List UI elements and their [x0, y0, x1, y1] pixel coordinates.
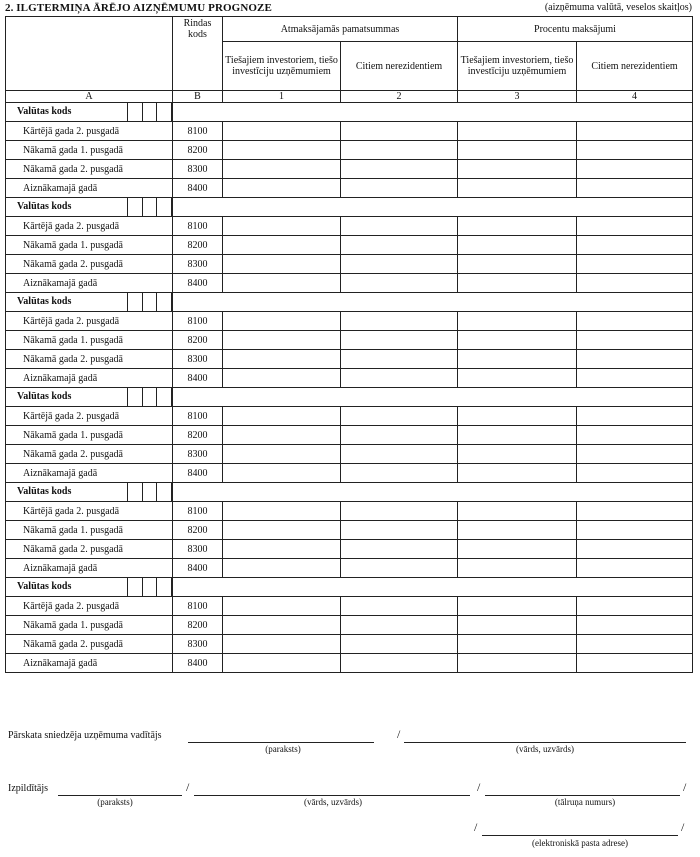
currency-code-box[interactable] [127, 198, 142, 216]
currency-code-box[interactable] [156, 483, 172, 501]
value-cell[interactable] [223, 597, 341, 616]
value-cell[interactable] [223, 331, 341, 350]
row-code: 8400 [173, 179, 223, 198]
currency-code-box[interactable] [156, 103, 172, 121]
value-cell[interactable] [577, 464, 693, 483]
data-row [6, 236, 693, 255]
value-cell[interactable] [341, 331, 458, 350]
value-cell[interactable] [577, 369, 693, 388]
value-cell[interactable] [458, 217, 577, 236]
currency-row-blank [173, 483, 693, 502]
principal-group-header: Atmaksājamās pamatsummas [223, 17, 458, 42]
currency-row-blank [173, 198, 693, 217]
row-code: 8400 [173, 369, 223, 388]
executor-name-caption: (vārds, uzvārds) [304, 797, 362, 807]
row-label: Kārtējā gada 2. pusgadā [6, 502, 173, 521]
interest-group-header: Procentu maksājumi [458, 17, 693, 42]
value-cell[interactable] [458, 160, 577, 179]
data-row [6, 407, 693, 426]
value-cell[interactable] [341, 255, 458, 274]
value-cell[interactable] [458, 274, 577, 293]
row-label: Aiznākamajā gadā [6, 179, 173, 198]
row-label: Nākamā gada 1. pusgadā [6, 236, 173, 255]
row-code: 8300 [173, 255, 223, 274]
value-cell[interactable] [341, 274, 458, 293]
value-cell[interactable] [223, 369, 341, 388]
value-cell[interactable] [577, 122, 693, 141]
head-name-caption: (vārds, uzvārds) [516, 744, 574, 754]
value-cell[interactable] [223, 312, 341, 331]
row-label: Nākamā gada 2. pusgadā [6, 540, 173, 559]
currency-row-blank [173, 293, 693, 312]
value-cell[interactable] [341, 635, 458, 654]
value-cell[interactable] [223, 635, 341, 654]
email-caption: (elektroniskā pasta adrese) [532, 838, 628, 848]
data-row [6, 540, 693, 559]
row-label: Nākamā gada 2. pusgadā [6, 350, 173, 369]
currency-label: Valūtas kods [17, 486, 72, 497]
value-cell[interactable] [577, 274, 693, 293]
currency-code-box[interactable] [142, 388, 157, 406]
value-cell[interactable] [341, 616, 458, 635]
value-cell[interactable] [223, 407, 341, 426]
value-cell[interactable] [341, 521, 458, 540]
row-label: Nākamā gada 2. pusgadā [6, 445, 173, 464]
value-cell[interactable] [341, 597, 458, 616]
data-row [6, 179, 693, 198]
value-cell[interactable] [458, 407, 577, 426]
value-cell[interactable] [577, 597, 693, 616]
row-code: 8300 [173, 540, 223, 559]
currency-row-blank [173, 103, 693, 122]
slash: / [681, 820, 685, 834]
head-name-line[interactable] [404, 742, 686, 743]
value-cell[interactable] [223, 350, 341, 369]
executor-signature-caption: (paraksts) [97, 797, 133, 807]
value-cell[interactable] [577, 331, 693, 350]
principal-direct-header: Tiešajiem investoriem, tiešo investīciju uzņēmumiem [223, 42, 341, 91]
value-cell[interactable] [341, 236, 458, 255]
data-row [6, 464, 693, 483]
value-cell[interactable] [577, 635, 693, 654]
currency-code-box[interactable] [142, 578, 157, 596]
row-code: 8400 [173, 559, 223, 578]
col-letter: 1 [223, 91, 341, 103]
value-cell[interactable] [577, 426, 693, 445]
value-cell[interactable] [341, 426, 458, 445]
value-cell[interactable] [341, 179, 458, 198]
row-label: Kārtējā gada 2. pusgadā [6, 597, 173, 616]
value-cell[interactable] [223, 616, 341, 635]
currency-label: Valūtas kods [17, 106, 72, 117]
data-row [6, 426, 693, 445]
row-code: 8100 [173, 597, 223, 616]
row-label: Aiznākamajā gadā [6, 559, 173, 578]
executor-name-line[interactable] [194, 795, 470, 796]
data-row [6, 502, 693, 521]
currency-row-blank [173, 388, 693, 407]
value-cell[interactable] [341, 540, 458, 559]
value-cell[interactable] [458, 559, 577, 578]
phone-caption: (tālruņa numurs) [554, 797, 616, 807]
value-cell[interactable] [577, 559, 693, 578]
currency-code-box[interactable] [142, 198, 157, 216]
value-cell[interactable] [223, 217, 341, 236]
value-cell[interactable] [577, 521, 693, 540]
value-cell[interactable] [577, 654, 693, 673]
row-code: 8400 [173, 274, 223, 293]
head-signature-line[interactable] [188, 742, 374, 743]
value-cell[interactable] [577, 350, 693, 369]
value-cell[interactable] [341, 122, 458, 141]
value-cell[interactable] [458, 236, 577, 255]
currency-row [6, 388, 693, 407]
currency-code-box[interactable] [156, 293, 172, 311]
currency-label: Valūtas kods [17, 296, 72, 307]
row-label: Kārtējā gada 2. pusgadā [6, 122, 173, 141]
currency-row [6, 103, 693, 122]
value-cell[interactable] [223, 160, 341, 179]
currency-code-box[interactable] [127, 103, 142, 121]
value-cell[interactable] [458, 141, 577, 160]
currency-label: Valūtas kods [17, 581, 72, 592]
form-title: 2. ILGTERMIŅA ĀRĒJO AIZŅĒMUMU PROGNOZE [5, 2, 272, 14]
value-cell[interactable] [458, 350, 577, 369]
currency-row [6, 578, 693, 597]
currency-code-box[interactable] [142, 103, 157, 121]
data-row [6, 331, 693, 350]
value-cell[interactable] [341, 369, 458, 388]
value-cell[interactable] [577, 616, 693, 635]
currency-code-box[interactable] [127, 388, 142, 406]
slash: / [186, 780, 190, 794]
slash: / [474, 820, 478, 834]
value-cell[interactable] [458, 312, 577, 331]
data-row [6, 521, 693, 540]
data-row [6, 312, 693, 331]
value-cell[interactable] [341, 141, 458, 160]
principal-other-header: Citiem nerezidentiem [341, 42, 458, 91]
row-label: Nākamā gada 1. pusgadā [6, 426, 173, 445]
data-row [6, 597, 693, 616]
value-cell[interactable] [341, 217, 458, 236]
currency-label: Valūtas kods [17, 391, 72, 402]
value-cell[interactable] [341, 407, 458, 426]
row-label: Aiznākamajā gadā [6, 274, 173, 293]
data-row [6, 141, 693, 160]
email-line[interactable] [482, 835, 678, 836]
data-row [6, 635, 693, 654]
row-code: 8300 [173, 635, 223, 654]
currency-row-blank [173, 578, 693, 597]
slash: / [683, 780, 687, 794]
value-cell[interactable] [223, 426, 341, 445]
value-cell[interactable] [341, 160, 458, 179]
row-code: 8200 [173, 426, 223, 445]
row-code: 8200 [173, 331, 223, 350]
data-row [6, 654, 693, 673]
forecast-table [5, 16, 693, 673]
executor-label: Izpildītājs [8, 783, 48, 794]
currency-label: Valūtas kods [17, 201, 72, 212]
row-code: 8300 [173, 350, 223, 369]
value-cell[interactable] [458, 616, 577, 635]
value-cell[interactable] [341, 350, 458, 369]
currency-code-box[interactable] [127, 293, 142, 311]
row-label: Nākamā gada 2. pusgadā [6, 635, 173, 654]
currency-code-box[interactable] [142, 293, 157, 311]
col-letter: B [173, 91, 223, 103]
value-cell[interactable] [458, 369, 577, 388]
row-code: 8200 [173, 141, 223, 160]
row-label: Nākamā gada 2. pusgadā [6, 160, 173, 179]
value-cell[interactable] [577, 407, 693, 426]
data-row [6, 274, 693, 293]
data-row [6, 122, 693, 141]
interest-other-header: Citiem nerezidentiem [577, 42, 693, 91]
col-letter: 3 [458, 91, 577, 103]
value-cell[interactable] [223, 236, 341, 255]
currency-row [6, 293, 693, 312]
value-cell[interactable] [458, 426, 577, 445]
col-letter: 4 [577, 91, 693, 103]
value-cell[interactable] [223, 464, 341, 483]
value-cell[interactable] [458, 179, 577, 198]
row-code: 8100 [173, 502, 223, 521]
value-cell[interactable] [223, 274, 341, 293]
value-cell[interactable] [577, 141, 693, 160]
currency-code-box[interactable] [127, 578, 142, 596]
value-cell[interactable] [223, 540, 341, 559]
row-code: 8300 [173, 445, 223, 464]
row-code: 8200 [173, 236, 223, 255]
value-cell[interactable] [577, 179, 693, 198]
data-row [6, 217, 693, 236]
row-code: 8100 [173, 407, 223, 426]
row-code: 8400 [173, 654, 223, 673]
value-cell[interactable] [341, 312, 458, 331]
value-cell[interactable] [577, 502, 693, 521]
slash: / [397, 727, 401, 741]
rindas-kods-header: Rindas kods [173, 17, 223, 91]
units-note: (aizņēmuma valūtā, veselos skaitļos) [544, 2, 692, 13]
phone-line[interactable] [485, 795, 680, 796]
row-label: Nākamā gada 1. pusgadā [6, 331, 173, 350]
value-cell[interactable] [577, 255, 693, 274]
row-label: Nākamā gada 1. pusgadā [6, 141, 173, 160]
value-cell[interactable] [223, 559, 341, 578]
value-cell[interactable] [223, 255, 341, 274]
value-cell[interactable] [341, 464, 458, 483]
row-code: 8100 [173, 217, 223, 236]
value-cell[interactable] [577, 540, 693, 559]
slash: / [477, 780, 481, 794]
corner-cell [6, 17, 173, 91]
row-label: Kārtējā gada 2. pusgadā [6, 407, 173, 426]
value-cell[interactable] [341, 445, 458, 464]
row-code: 8400 [173, 464, 223, 483]
head-signature-caption: (paraksts) [265, 744, 301, 754]
row-code: 8100 [173, 312, 223, 331]
form-header [5, 2, 692, 16]
currency-row [6, 198, 693, 217]
data-row [6, 369, 693, 388]
value-cell[interactable] [223, 445, 341, 464]
value-cell[interactable] [458, 540, 577, 559]
row-label: Nākamā gada 1. pusgadā [6, 521, 173, 540]
row-label: Kārtējā gada 2. pusgadā [6, 312, 173, 331]
value-cell[interactable] [458, 122, 577, 141]
currency-code-box[interactable] [142, 483, 157, 501]
data-row [6, 350, 693, 369]
value-cell[interactable] [223, 654, 341, 673]
value-cell[interactable] [458, 445, 577, 464]
value-cell[interactable] [341, 502, 458, 521]
value-cell[interactable] [577, 160, 693, 179]
interest-direct-header: Tiešajiem investoriem, tiešo investīciju uzņēmumiem [458, 42, 577, 91]
value-cell[interactable] [341, 654, 458, 673]
currency-code-box[interactable] [156, 388, 172, 406]
head-label: Pārskata sniedzēja uzņēmuma vadītājs [8, 730, 162, 741]
value-cell[interactable] [223, 122, 341, 141]
currency-row [6, 483, 693, 502]
value-cell[interactable] [458, 464, 577, 483]
col-letter: A [6, 91, 173, 103]
value-cell[interactable] [458, 654, 577, 673]
data-row [6, 445, 693, 464]
value-cell[interactable] [577, 217, 693, 236]
executor-signature-line[interactable] [58, 795, 182, 796]
value-cell[interactable] [577, 445, 693, 464]
row-code: 8100 [173, 122, 223, 141]
row-label: Aiznākamajā gadā [6, 654, 173, 673]
row-label: Aiznākamajā gadā [6, 464, 173, 483]
value-cell[interactable] [223, 179, 341, 198]
currency-code-box[interactable] [156, 198, 172, 216]
value-cell[interactable] [458, 635, 577, 654]
row-label: Aiznākamajā gadā [6, 369, 173, 388]
row-code: 8300 [173, 160, 223, 179]
value-cell[interactable] [458, 255, 577, 274]
value-cell[interactable] [458, 331, 577, 350]
value-cell[interactable] [458, 521, 577, 540]
value-cell[interactable] [458, 597, 577, 616]
row-label: Kārtējā gada 2. pusgadā [6, 217, 173, 236]
data-row [6, 616, 693, 635]
currency-code-box[interactable] [127, 483, 142, 501]
row-code: 8200 [173, 616, 223, 635]
row-label: Nākamā gada 2. pusgadā [6, 255, 173, 274]
data-row [6, 255, 693, 274]
currency-code-box[interactable] [156, 578, 172, 596]
value-cell[interactable] [577, 312, 693, 331]
value-cell[interactable] [223, 141, 341, 160]
value-cell[interactable] [341, 559, 458, 578]
col-letter: 2 [341, 91, 458, 103]
column-letters-row [6, 91, 693, 103]
value-cell[interactable] [458, 502, 577, 521]
row-code: 8200 [173, 521, 223, 540]
row-label: Nākamā gada 1. pusgadā [6, 616, 173, 635]
value-cell[interactable] [223, 521, 341, 540]
value-cell[interactable] [223, 502, 341, 521]
value-cell[interactable] [577, 236, 693, 255]
data-row [6, 559, 693, 578]
data-row [6, 160, 693, 179]
